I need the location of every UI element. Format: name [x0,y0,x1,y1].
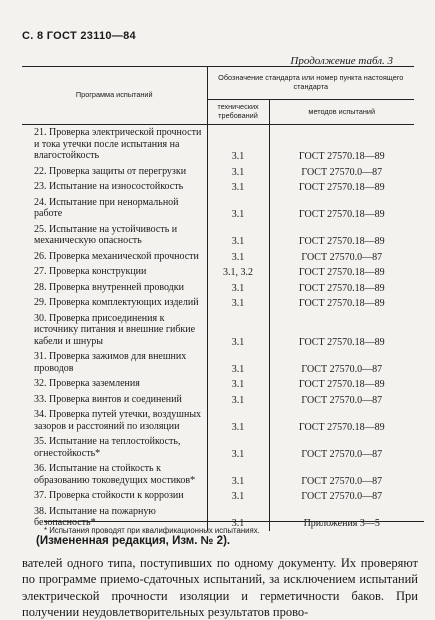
table-body [22,125,414,531]
tech-requirement-cell: 3.1, 3.2 [207,264,269,280]
tech-requirement-cell: 3.1 [207,295,269,311]
header-test-methods: методов испытаний [269,100,414,125]
program-cell: 22. Проверка защиты от перегрузки [22,164,207,180]
table-row [22,376,414,392]
test-program-table [22,66,414,531]
program-cell: 23. Испытание на износостойкость [22,179,207,195]
table-row [22,249,414,265]
test-method-cell: Приложения 3—5 [303,518,380,529]
program-cell: 27. Проверка конструкции [22,264,207,280]
header-program: Программа испытаний [22,67,207,125]
tech-requirement-cell: 3.1 [207,195,269,222]
program-cell: 24. Испытание при ненормальной работе [22,195,207,222]
test-method-cell: ГОСТ 27570.0—87 [301,491,383,502]
program-cell: 29. Проверка комплектующих изделий [22,295,207,311]
table-row [22,125,414,164]
program-cell: 32. Проверка заземления [22,376,207,392]
header-tech-requirements: технических требований [207,100,269,125]
table-row [22,434,414,461]
tech-requirement-cell: 3.1 [207,488,269,504]
table-row [22,311,414,350]
program-cell: 25. Испытание на устойчивость и механическую опасность [22,222,207,249]
body-paragraph: вателей одного типа, поступивших по одному документу. Их проверяют по программе приемо-сдаточных испытаний, за исключением испытаний электрической прочности изоляции и герметичности баков. При получении неудовлетворительных результатов прово- [22,556,418,619]
test-method-cell: ГОСТ 27570.18—89 [298,282,385,294]
tech-requirement-cell: 3.1 [207,125,269,164]
table-row [22,195,414,222]
test-method-cell: ГОСТ 27570.0—87 [301,363,383,375]
test-method-cell: ГОСТ 27570.0—87 [301,251,383,263]
table-row [22,488,414,504]
tech-requirement-cell: 3.1 [207,504,269,531]
program-cell: 28. Проверка внутренней проводки [22,280,207,296]
tech-requirement-cell: 3.1 [207,280,269,296]
test-method-cell: ГОСТ 27570.18—89 [298,298,385,309]
table-row [22,392,414,408]
tech-requirement-cell: 3.1 [207,376,269,392]
header-standard: Обозначение стандарта или номер пункта настоящего стандарта [207,67,414,100]
tech-requirement-cell: 3.1 [207,249,269,265]
table-row [22,461,414,488]
test-method-cell: ГОСТ 27570.0—87 [301,394,383,406]
program-cell: 30. Проверка присоединения к источнику питания и внешние гибкие кабели и шнуры [22,311,207,350]
amendment-note: (Измененная редакция, Изм. № 2). [36,535,231,547]
tech-requirement-cell: 3.1 [207,461,269,488]
tech-requirement-cell: 3.1 [207,222,269,249]
program-cell: 26. Проверка механической прочности [22,249,207,265]
test-method-cell: ГОСТ 27570.18—89 [298,379,385,390]
test-method-cell: ГОСТ 27570.18—89 [298,421,385,433]
table-row [22,222,414,249]
tech-requirement-cell: 3.1 [207,392,269,408]
table-row [22,407,414,434]
table-row [22,295,414,311]
table-row [22,264,414,280]
program-cell: 37. Проверка стойкости к коррозии [22,488,207,504]
test-method-cell: ГОСТ 27570.18—89 [298,209,385,220]
tech-requirement-cell: 3.1 [207,434,269,461]
tech-requirement-cell: 3.1 [207,164,269,180]
program-cell: 34. Проверка путей утечки, воздушных зазоров и расстояний по изоляции [22,407,207,434]
test-method-cell: ГОСТ 27570.0—87 [301,166,383,178]
test-method-cell: ГОСТ 27570.0—87 [301,475,383,487]
program-cell: 36. Испытание на стойкость к образованию токоведущих мостиков* [22,461,207,488]
table-row [22,164,414,180]
tech-requirement-cell: 3.1 [207,179,269,195]
test-method-cell: ГОСТ 27570.18—89 [298,267,385,278]
page-header: С. 8 ГОСТ 23110—84 [22,30,136,42]
test-method-cell: ГОСТ 27570.18—89 [298,151,385,162]
test-method-cell: ГОСТ 27570.18—89 [298,182,385,193]
program-cell: 21. Проверка электрической прочности и тока утечки после испытания на влагостойкость [22,125,207,164]
table-row [22,280,414,296]
test-method-cell: ГОСТ 27570.0—87 [301,448,383,460]
test-method-cell: ГОСТ 27570.18—89 [298,236,385,247]
program-cell: 33. Проверка винтов и соединений [22,392,207,408]
test-method-cell: ГОСТ 27570.18—89 [298,336,385,348]
footnote: * Испытания проводят при квалификационных испытаниях. [44,521,424,535]
table-continuation-label: Продолжение табл. 3 [290,55,393,67]
table-row [22,349,414,376]
tech-requirement-cell: 3.1 [207,349,269,376]
program-cell: 31. Проверка зажимов для внешних проводов [22,349,207,376]
tech-requirement-cell: 3.1 [207,311,269,350]
program-cell: 35. Испытание на теплостойкость, огнестойкость* [22,434,207,461]
program-cell: 38. Испытание на пожарную безопасность* [22,504,207,531]
table-row [22,179,414,195]
tech-requirement-cell: 3.1 [207,407,269,434]
